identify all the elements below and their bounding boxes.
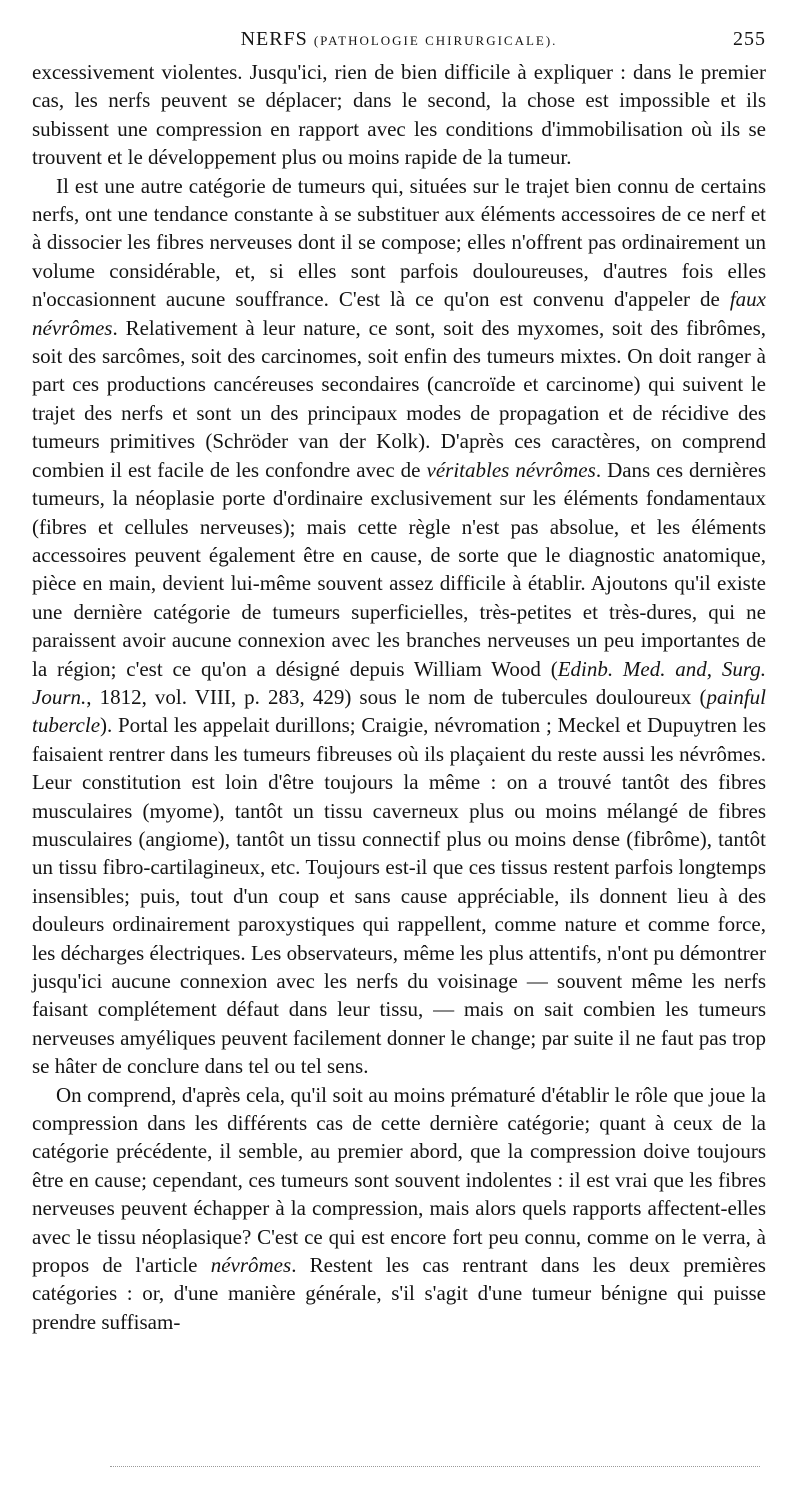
paragraph-text: ). Portal les appelait durillons; Craigie, névromation ; Meckel et Dupuytren les faisaient rentrer dans les tumeurs fibreuses où ils plaçaient du reste aussi les névrômes. Leur constitution est loin d'être toujours la même : on a trouvé tantôt des fibres musculaires (myome), tantôt un tissu caverneux plus ou moins mélangé de fibres musculaires (angiome), tantôt un tissu connectif plus ou moins dense (fibrôme), tantôt un tissu fibro-cartilagineux, etc. Toujours est-il que ces tissus restent parfois longtemps insensibles; puis, tout d'un coup et sans cause appréciable, ils donnent lieu à des douleurs ordinairement paroxystiques qui rappellent, comme nature et comme force, les décharges électriques. Les observateurs, même les plus attentifs, n'ont pu démontrer jusqu'ici aucune connexion avec les nerfs du voisinage — souvent même les nerfs faisant complétement défaut dans leur tissu, — mais on sait combien les tumeurs nerveuses amyéliques peuvent facilement donner le change; par suite il ne faut pas trop se hâter de conclure dans tel ou tel sens.: [32, 713, 766, 1079]
running-title: [32, 28, 766, 51]
italic-text: véritables névrômes: [426, 457, 596, 482]
paragraph: [32, 172, 766, 1081]
bottom-rule: [110, 1466, 760, 1467]
italic-text: painful tubercle: [32, 684, 766, 738]
italic-text: névrômes: [210, 1253, 292, 1278]
paragraph: [32, 58, 766, 172]
running-head: [32, 28, 766, 58]
paragraph-text: excessivement violentes. Jusqu'ici, rien de bien difficile à expliquer : dans le premier cas, les nerfs peuvent se déplacer; dans le second, la chose est impossible et ils subissent une compression en rapport avec les conditions d'immobilisation où ils se trouvent et le développement plus ou moins rapide de la tumeur.: [32, 60, 766, 170]
paragraph-text: , 1812, vol. VIII, p. 283, 429) sous le nom de tubercules douloureux (: [86, 684, 707, 709]
paragraph-text: Il est une autre catégorie de tumeurs qui, situées sur le trajet bien connu de certains nerfs, ont une tendance constante à se substituer aux éléments accessoires de ce nerf et à dissocier les fibres nerveuses dont il se compose; elles n'offrent pas ordinairement un volume considérable, et, si elles sont parfois douloureuses, d'autres fois elles n'occasionnent aucune souffrance. C'est là ce qu'on est convenu d'appeler de: [32, 173, 766, 312]
paragraph-text: . Dans ces dernières tumeurs, la néoplasie porte d'ordinaire exclusivement sur les éléments fondamentaux (fibres et cellules nerveuses); mais cette règle n'est pas absolue, et les éléments accessoires peuvent également être en cause, de sorte que le diagnostic anatomique, pièce en main, devient lui-même souvent assez difficile à établir. Ajoutons qu'il existe une dernière catégorie de tumeurs superficielles, très-petites et très-dures, qui ne paraissent avoir aucune connexion avec les branches nerveuses un peu importantes de la région; c'est ce qu'on a désigné depuis William Wood (: [32, 457, 766, 681]
paragraph-text: . Restent les cas rentrant dans les deux premières catégories : or, d'une manière générale, s'il s'agit d'une tumeur bénigne qui puisse prendre suffisam-: [32, 1253, 766, 1334]
running-title-sub: (PATHOLOGIE CHIRURGICALE).: [313, 33, 558, 48]
italic-text: faux névrômes: [32, 287, 766, 340]
page-number: 255: [733, 28, 766, 50]
running-title-main: NERFS: [240, 28, 308, 50]
paragraph-text: On comprend, d'après cela, qu'il soit au moins prématuré d'établir le rôle que joue la compression dans les différents cas de cette dernière catégorie; quant à ceux de la catégorie précédente, il semble, au premier abord, que la compression doive toujours être en cause; cependant, ces tumeurs sont souvent indolentes : il est vrai que les fibres nerveuses peuvent échapper à la compression, mais alors quels rapports affectent-elles avec le tissu néoplasique? C'est ce qui est encore fort peu connu, comme on le verra, à propos de l'article: [32, 1082, 766, 1278]
book-page: [32, 28, 766, 1336]
paragraph-text: . Relativement à leur nature, ce sont, soit des myxomes, soit des fibrômes, soit des sarcômes, soit des carcinomes, soit enfin des tumeurs mixtes. On doit ranger à part ces productions cancéreuses secondaires (cancroïde et carcinome) qui suivent le trajet des nerfs et sont un des principaux modes de propagation et de récidive des tumeurs primitives (Schröder van der Kolk). D'après ces caractères, on comprend combien il est facile de les confondre avec de: [32, 315, 766, 482]
paragraph: [32, 1081, 766, 1337]
italic-text: Edinb. Med. and, Surg. Journ.: [32, 656, 767, 709]
body-text: [32, 58, 766, 1336]
